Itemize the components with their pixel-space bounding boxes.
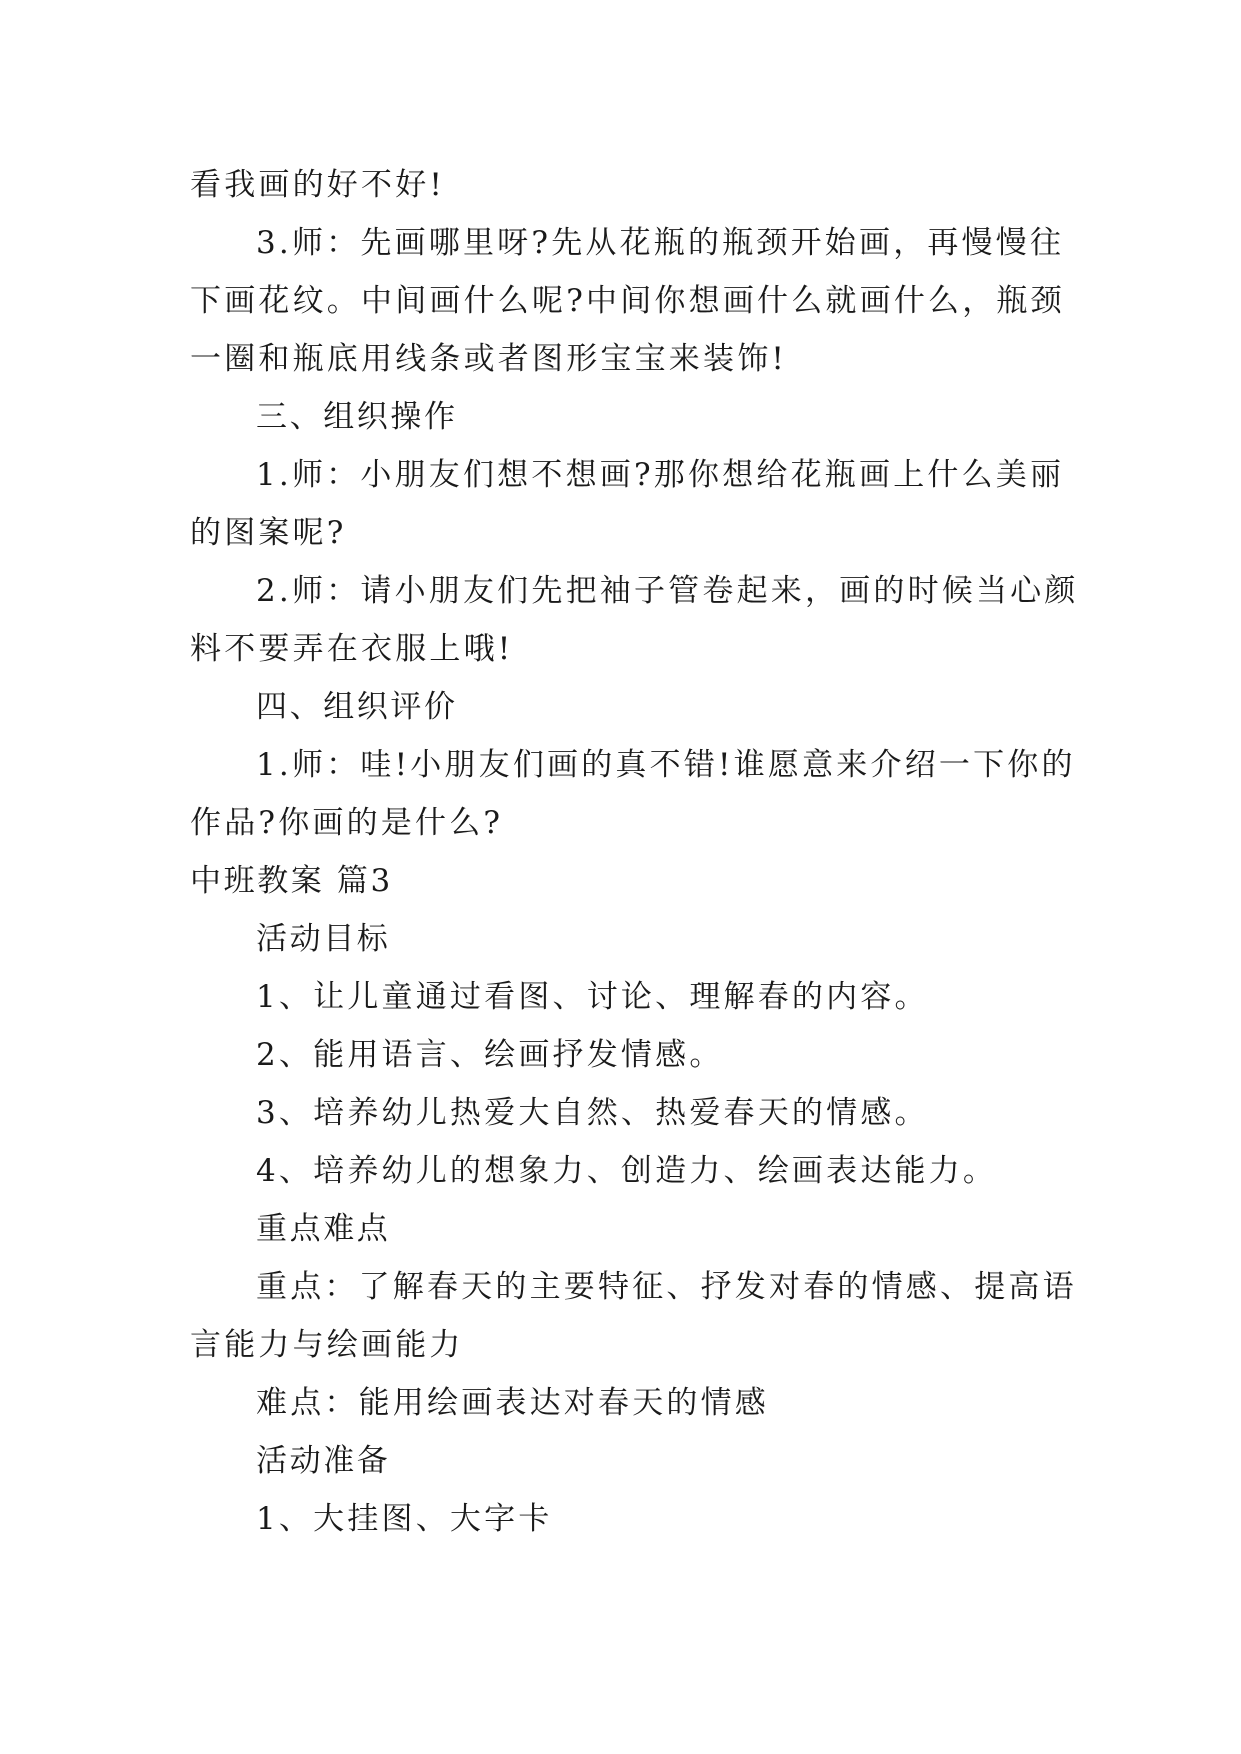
text-line: 1.师：小朋友们想不想画?那你想给花瓶画上什么美丽 (256, 457, 1065, 493)
text-line: 3、培养幼儿热爱大自然、热爱春天的情感。 (256, 1095, 929, 1131)
text-line: 一圈和瓶底用线条或者图形宝宝来装饰! (190, 341, 788, 377)
text-line: 2.师：请小朋友们先把袖子管卷起来，画的时候当心颜 (256, 573, 1079, 609)
text-line: 看我画的好不好! (190, 167, 446, 203)
section-heading: 重点难点 (256, 1211, 391, 1247)
section-heading: 活动准备 (256, 1443, 391, 1479)
text-line: 1、大挂图、大字卡 (256, 1501, 553, 1537)
text-line: 4、培养幼儿的想象力、创造力、绘画表达能力。 (256, 1153, 998, 1189)
text-line: 重点：了解春天的主要特征、抒发对春的情感、提高语 (256, 1269, 1077, 1305)
section-heading: 三、组织操作 (256, 399, 458, 435)
text-line: 下画花纹。中间画什么呢?中间你想画什么就画什么，瓶颈 (190, 283, 1065, 319)
section-heading: 活动目标 (256, 921, 391, 957)
text-line: 言能力与绘画能力 (190, 1327, 464, 1363)
text-line: 1、让儿童通过看图、讨论、理解春的内容。 (256, 979, 929, 1015)
text-line: 3.师：先画哪里呀?先从花瓶的瓶颈开始画，再慢慢往 (256, 225, 1065, 261)
document-section-title: 中班教案 篇3 (190, 863, 393, 899)
text-line: 难点：能用绘画表达对春天的情感 (256, 1385, 769, 1421)
text-line: 的图案呢? (190, 515, 347, 551)
text-line: 1.师：哇!小朋友们画的真不错!谁愿意来介绍一下你的 (256, 747, 1076, 783)
text-line: 2、能用语言、绘画抒发情感。 (256, 1037, 724, 1073)
section-heading: 四、组织评价 (256, 689, 458, 725)
text-line: 料不要弄在衣服上哦! (190, 631, 514, 667)
text-line: 作品?你画的是什么? (190, 805, 504, 841)
